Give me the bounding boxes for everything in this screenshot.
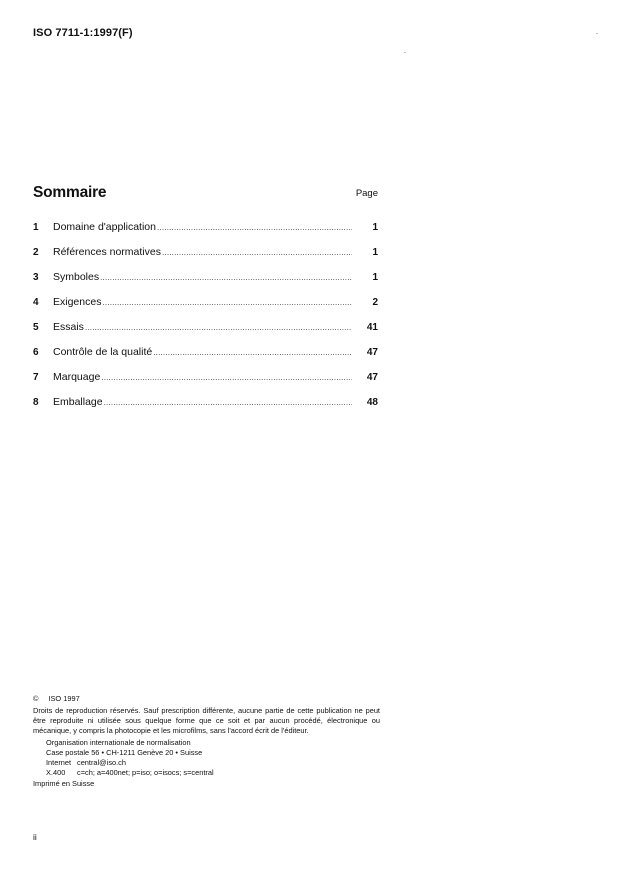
- toc-entry-page: 48: [366, 397, 378, 408]
- publisher-address: [46, 738, 380, 778]
- toc-entry[interactable]: [33, 321, 378, 346]
- toc-page-heading: Page: [355, 188, 378, 199]
- toc-entry-label: Contrôle de la qualité: [53, 346, 153, 358]
- toc-leader-dots: [101, 373, 352, 382]
- page-number: ii: [33, 832, 37, 842]
- toc-leader-dots: [102, 298, 352, 307]
- toc-leader-dots: [100, 273, 352, 282]
- copyright-block: [33, 694, 380, 789]
- toc-entry-number: 4: [33, 297, 39, 308]
- toc-leader-dots: [104, 398, 352, 407]
- toc-entry-label: Symboles: [53, 271, 100, 283]
- postal-address: Case postale 56 • CH-1211 Genève 20 • Suisse: [46, 748, 203, 757]
- toc-entry[interactable]: [33, 271, 378, 296]
- x400-row: [46, 768, 380, 778]
- internet-label: Internet: [46, 758, 72, 767]
- toc-entry-number: 5: [33, 322, 39, 333]
- toc-entry-label: Emballage: [53, 396, 103, 408]
- toc-leader-dots: [162, 248, 352, 257]
- printed-in: Imprimé en Suisse: [33, 779, 95, 788]
- toc-entry-number: 2: [33, 247, 39, 258]
- toc-entry[interactable]: [33, 396, 378, 421]
- document-id: ISO 7711-1:1997(F): [33, 27, 133, 39]
- toc-entry-number: 6: [33, 347, 39, 358]
- toc-entry-number: 3: [33, 272, 39, 283]
- copyright-symbol: ©: [33, 694, 39, 703]
- toc-entry-number: 8: [33, 397, 39, 408]
- toc-entry[interactable]: [33, 221, 378, 246]
- toc-entry-page: 47: [366, 347, 378, 358]
- copyright-holder: ISO 1997: [48, 694, 80, 703]
- scan-speck: [596, 33, 598, 34]
- scan-speck: [404, 52, 406, 53]
- toc-list: [33, 221, 378, 421]
- toc-leader-dots: [85, 323, 352, 332]
- toc-leader-dots: [153, 348, 352, 357]
- x400-value: c=ch; a=400net; p=iso; o=isocs; s=central: [77, 768, 214, 777]
- toc-entry-page: 41: [366, 322, 378, 333]
- toc-entry-number: 1: [33, 222, 39, 233]
- toc-entry-label: Exigences: [53, 296, 102, 308]
- toc-entry[interactable]: [33, 296, 378, 321]
- toc-entry-page: 47: [366, 372, 378, 383]
- toc-entry-page: 1: [372, 222, 378, 233]
- toc-entry-label: Marquage: [53, 371, 101, 383]
- internet-row: [46, 758, 380, 768]
- toc-entry[interactable]: [33, 246, 378, 271]
- toc-entry-label: Essais: [53, 321, 84, 333]
- toc-entry-label: Domaine d'application: [53, 221, 156, 233]
- organisation-name: Organisation internationale de normalisation: [46, 738, 191, 747]
- toc-leader-dots: [157, 223, 352, 232]
- toc-entry-page: 1: [372, 272, 378, 283]
- toc-title: Sommaire: [33, 184, 107, 201]
- toc-entry[interactable]: [33, 346, 378, 371]
- internet-value[interactable]: central@iso.ch: [77, 758, 126, 767]
- toc-entry-page: 2: [372, 297, 378, 308]
- toc-entry-label: Références normatives: [53, 246, 161, 258]
- rights-statement: Droits de reproduction réservés. Sauf prescription différente, aucune partie de cette publication ne peut être reproduite ni utilisée sous quelque forme que ce soit et par aucun procédé, électronique ou mécanique, y compris la photocopie et les microfilms, sans l'accord écrit de l'éditeur.: [33, 706, 380, 735]
- toc-entry-number: 7: [33, 372, 39, 383]
- toc-entry-page: 1: [372, 247, 378, 258]
- toc-entry[interactable]: [33, 371, 378, 396]
- x400-label: X.400: [46, 768, 66, 777]
- copyright-line: [33, 694, 380, 704]
